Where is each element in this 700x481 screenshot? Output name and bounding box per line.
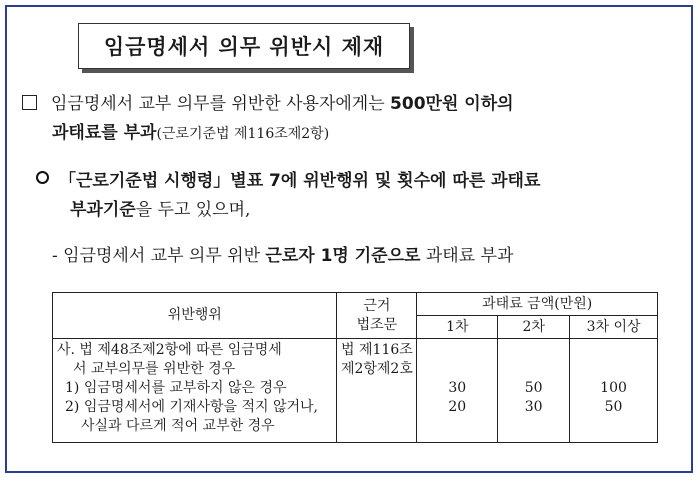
para1-reference: (근로기준법 제116조제2항)	[156, 126, 330, 142]
basis-cell	[337, 339, 417, 443]
para1-line2	[52, 121, 329, 146]
table-row	[53, 339, 658, 443]
para1-text: 임금명세서 교부 의무를 위반한 사용자에게는	[51, 94, 391, 114]
fine-value: 50	[604, 399, 623, 415]
violation-line: 사. 법 제48조제2항에 따른 임금명세	[57, 342, 282, 358]
title-box	[78, 23, 410, 69]
violation-line: 서 교부의무를 위반한 경우	[73, 361, 236, 377]
header-first: 1차	[417, 316, 498, 339]
first-fine-cell	[417, 339, 498, 443]
header-second: 2차	[498, 316, 570, 339]
violation-item-2-cont: 사실과 다르게 적어 교부한 경우	[81, 418, 275, 434]
para2-text-2: 을 두고 있으며,	[135, 200, 251, 220]
circle-bullet-icon	[36, 171, 49, 184]
para2-line1	[36, 169, 540, 193]
violation-item-1: 1) 임금명세서를 교부하지 않은 경우	[65, 380, 287, 396]
checkbox-square-icon	[22, 95, 37, 110]
basis-line: 법 제116조	[341, 342, 413, 358]
header-violation: 위반행위	[53, 293, 337, 339]
fine-table	[52, 292, 658, 443]
header-third: 3차 이상	[570, 316, 658, 339]
second-fine-cell	[498, 339, 570, 443]
header-basis-line1: 근거	[363, 297, 391, 314]
fine-value: 20	[448, 399, 467, 415]
basis-line: 제2항제2호	[340, 361, 413, 377]
para1-line1	[22, 92, 514, 116]
para1-emphasis: 500만원 이하의	[390, 94, 514, 114]
fine-value: 50	[524, 380, 543, 396]
fine-value: 30	[448, 380, 467, 396]
page-title: 임금명세서 의무 위반시 제재	[103, 35, 385, 59]
header-basis	[337, 293, 417, 339]
violation-cell	[53, 339, 337, 443]
para1-emphasis-2: 과태료를 부과	[52, 123, 157, 143]
para3-text: - 임금명세서 교부 의무 위반	[52, 246, 266, 266]
header-basis-line2: 법조문	[356, 316, 398, 333]
para2-emphasis: 부과기준	[70, 200, 136, 220]
para3-line	[52, 244, 513, 268]
third-fine-cell	[570, 339, 658, 443]
para2-text: 「근로기준법 시행령」별표 7에 위반행위 및 횟수에 따른 과태료	[59, 171, 541, 191]
para2-line2	[70, 198, 250, 222]
violation-item-2: 2) 임금명세서에 기재사항을 적지 않거나,	[65, 399, 319, 415]
fine-value: 100	[600, 380, 627, 396]
para3-text-2: 과태료 부과	[420, 246, 514, 266]
fine-value: 30	[524, 399, 543, 415]
para3-emphasis: 근로자 1명 기준으로	[265, 246, 421, 266]
header-fine: 과태료 금액(만원)	[417, 293, 658, 316]
